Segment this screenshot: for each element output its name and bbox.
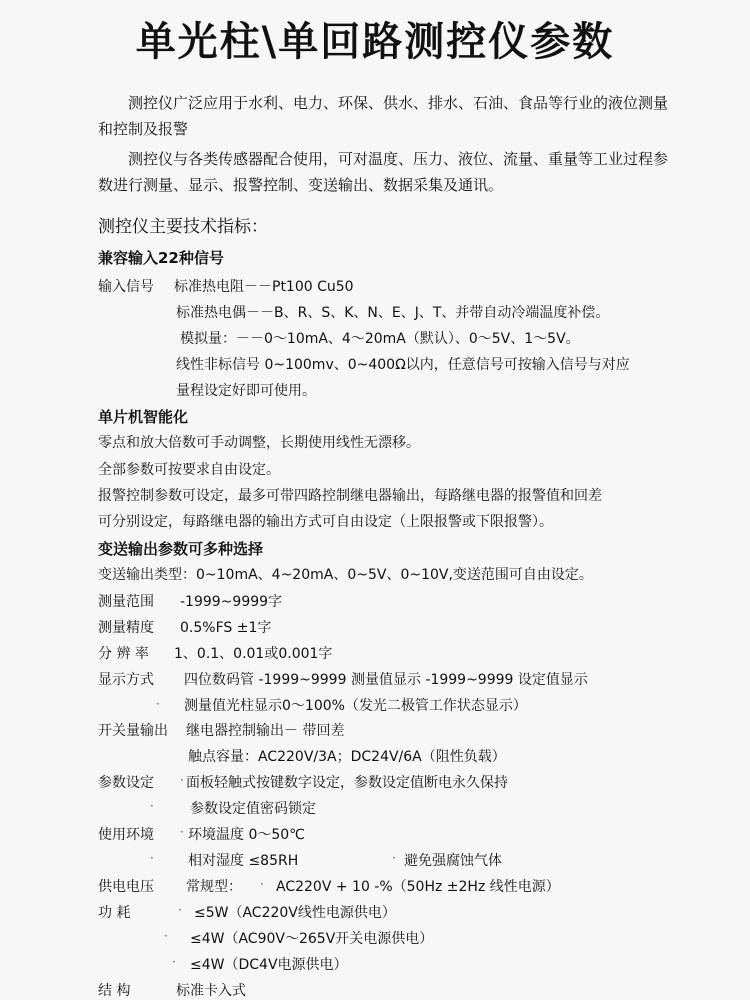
bullet-dot: · (164, 929, 168, 943)
setting-value-1: 面板轻触式按键数字设定，参数设定值断电永久保持 (186, 775, 508, 791)
setting-value-2: 参数设定值密码锁定 (190, 801, 316, 817)
bullet-dot: · (172, 955, 176, 969)
power-value-2: AC220V + 10 -%（50Hz ±2Hz 线性电源） (276, 879, 560, 895)
switch-label: 开关量输出 (98, 723, 168, 739)
mcu-line-1: 零点和放大倍数可手动调整，长期使用线性无漂移。 (98, 435, 420, 451)
mcu-line-2: 全部参数可按要求自由设定。 (98, 462, 280, 478)
resolution-label: 分 辨 率 (98, 646, 149, 662)
structure-label: 结 构 (98, 983, 131, 999)
mcu-line-3: 报警控制参数可设定，最多可带四路控制继电器输出，每路继电器的报警值和回差 (98, 488, 602, 504)
accuracy-value: 0.5%FS ±1字 (180, 620, 272, 636)
input-line-rtd: 标准热电阻－－Pt100 Cu50 (174, 279, 354, 295)
consumption-label: 功 耗 (98, 905, 131, 921)
env-value-1: 环境温度 0～50℃ (188, 827, 305, 843)
env-value-2: 相对湿度 ≤85RH (188, 853, 299, 869)
bullet-dot: · (150, 851, 154, 865)
input-line-analog: 模拟量：－－0～10mA、4～20mA（默认）、0～5V、1～5V。 (180, 331, 580, 347)
bullet-dot: · (178, 903, 182, 917)
switch-value-2: 触点容量：AC220V/3A；DC24V/6A（阻性负载） (188, 749, 506, 765)
output-section-heading: 变送输出参数可多种选择 (98, 540, 264, 558)
intro-paragraph-2: 测控仪与各类传感器配合使用，可对温度、压力、液位、流量、重量等工业过程参数进行测量、显示、报警控制、变送输出、数据采集及通讯。 (98, 150, 669, 194)
bullet-dot: · (392, 851, 396, 865)
bullet-dot: · (180, 773, 184, 787)
display-value-1: 四位数码管 -1999~9999 测量值显示 -1999~9999 设定值显示 (184, 672, 588, 688)
env-value-3: 避免强腐蚀气体 (404, 853, 502, 869)
bullet-dot: · (180, 825, 184, 839)
input-signal-label: 输入信号 (98, 279, 154, 295)
bullet-dot: · (156, 697, 160, 711)
env-label: 使用环境 (98, 827, 154, 843)
page-title: 单光柱\单回路测控仪参数 (135, 19, 615, 65)
setting-label: 参数设定 (98, 775, 154, 791)
bullet-dot: · (260, 877, 264, 891)
specs-heading: 测控仪主要技术指标： (98, 217, 268, 237)
input-line-linear: 线性非标信号 0~100mv、0~400Ω以内，任意信号可按输入信号与对应 (176, 357, 630, 373)
input-section-heading: 兼容输入22种信号 (98, 249, 224, 267)
accuracy-label: 测量精度 (98, 620, 154, 636)
power-value-1: 常规型： (186, 879, 242, 895)
consumption-value-2: ≤4W（AC90V～265V开关电源供电） (190, 931, 434, 947)
output-line-1: 变送输出类型：0~10mA、4~20mA、0~5V、0~10V,变送范围可自由设定。 (98, 567, 593, 583)
range-label: 测量范围 (98, 594, 154, 610)
consumption-value-1: ≤5W（AC220V线性电源供电） (194, 905, 396, 921)
power-label: 供电电压 (98, 879, 154, 895)
switch-value-1: 继电器控制输出－ 带回差 (186, 723, 345, 739)
resolution-value: 1、0.1、0.01或0.001字 (174, 646, 333, 662)
range-value: -1999~9999字 (180, 594, 283, 610)
structure-value: 标准卡入式 (176, 983, 246, 999)
display-label: 显示方式 (98, 672, 154, 688)
display-value-2: 测量值光柱显示0～100%（发光二极管工作状态显示） (184, 698, 527, 714)
bullet-dot: · (150, 799, 154, 813)
mcu-line-4: 可分别设定，每路继电器的输出方式可自由设定（上限报警或下限报警）。 (98, 514, 553, 530)
intro-paragraph-1: 测控仪广泛应用于水利、电力、环保、供水、排水、石油、食品等行业的液位测量和控制及报警 (98, 94, 669, 138)
mcu-section-heading: 单片机智能化 (98, 408, 189, 426)
input-line-range: 量程设定好即可使用。 (176, 383, 316, 399)
consumption-value-3: ≤4W（DC4V电源供电） (190, 957, 348, 973)
input-line-thermocouple: 标准热电偶－－B、R、S、K、N、E、J、T、并带自动冷端温度补偿。 (176, 305, 610, 321)
